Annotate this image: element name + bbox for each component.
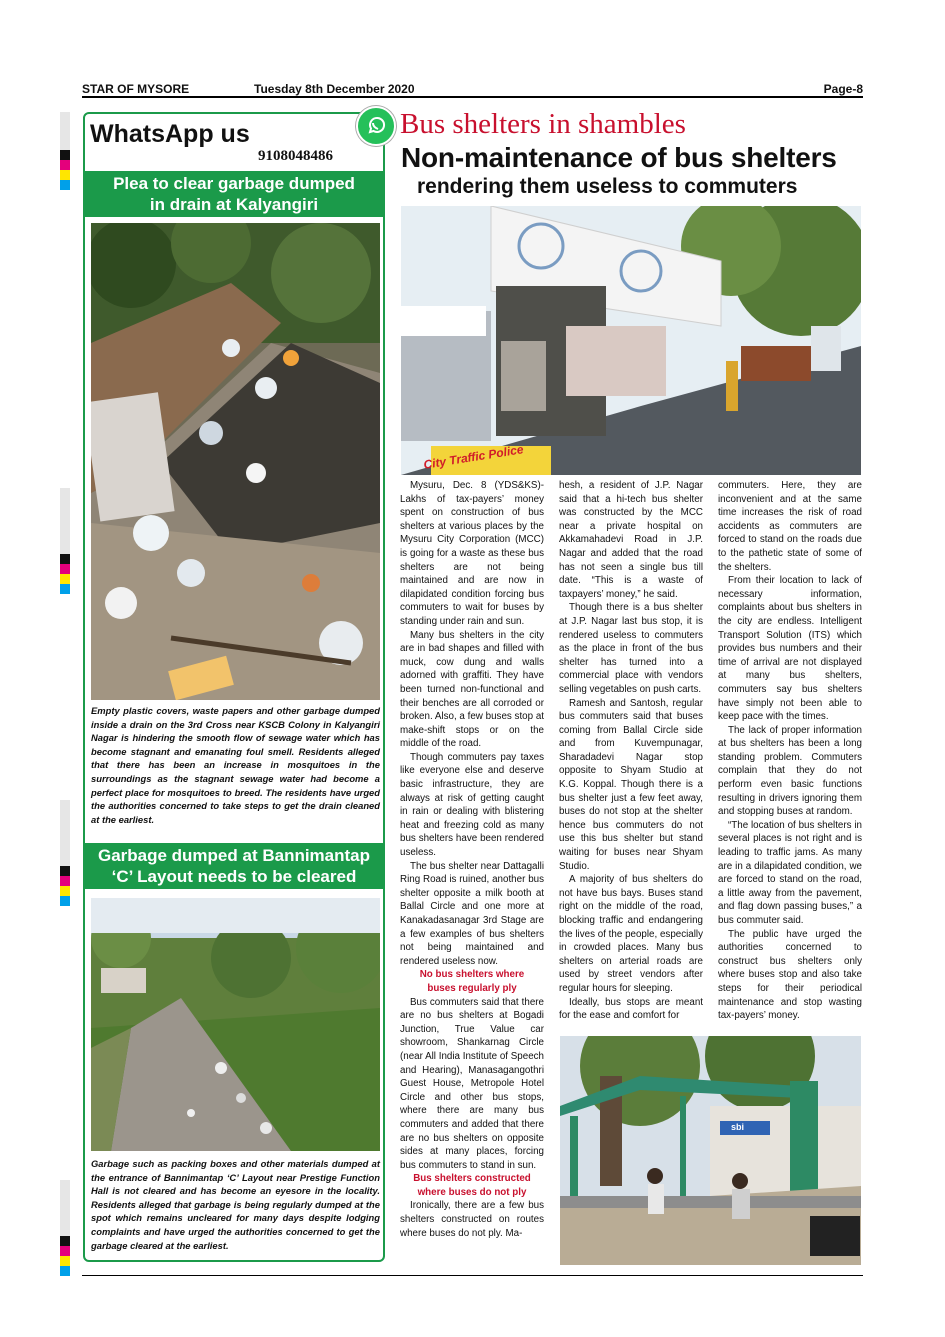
print-mark-magenta (60, 564, 70, 574)
article-column-1 (400, 479, 544, 1240)
page-number: Page-8 (823, 82, 863, 96)
print-mark-magenta (60, 1246, 70, 1256)
subheading-line: buses regularly ply (427, 982, 517, 994)
header-rule (82, 96, 863, 98)
drain-garbage-photo (91, 223, 380, 700)
bus-shelter-photo (401, 206, 861, 475)
print-mark-black (60, 554, 70, 564)
subheading-line: No bus shelters where (419, 969, 525, 981)
story1-headline-line1: Plea to clear garbage dumped (113, 174, 355, 193)
story1-headline-line2: in drain at Kalyangiri (149, 195, 319, 214)
story2-headline (85, 843, 383, 889)
col2-paragraph-3: Ramesh and Santosh, regular bus commuters said that buses coming from Ballal Circle side and from Kuvempunagar, Sharadadevi Nagar stop opposite to Shyam Studio at K.G. Koppal. Though there is a bus shelter just a few feet away, buses do not stop at the shelter hence bus commuters do not use this bus shelter but stand waiting for buses near Shyam Studio. (559, 697, 703, 872)
col2-paragraph-2: Though there is a bus shelter at J.P. Nagar last bus stop, it is rendered useless to commuters as the place in front of the bus shelter has turned into a commercial place with vendors selling vegetables on push carts. (559, 602, 703, 695)
col2-paragraph-1: hesh, a resident of J.P. Nagar said that a hi-tech bus shelter was constructed by the MCC near a private hospital on Akkamahadevi Road in J.P. Nagar and added that the road has not seen a single bus till date. “This is a waste of taxpayers’ money,” he said. (559, 480, 703, 600)
story1-headline (85, 171, 383, 217)
whatsapp-phone: 9108048486 (258, 148, 333, 164)
story-headline: Non-maintenance of bus shelters (401, 142, 837, 173)
print-margin-bar (60, 488, 70, 554)
story-kicker: Bus shelters in shambles (400, 108, 686, 140)
col2-paragraph-5: Ideally, bus stops are meant for the ease and comfort for (559, 996, 703, 1022)
issue-date: Tuesday 8th December 2020 (254, 82, 415, 96)
page-header (82, 82, 863, 96)
story2-headline-line2: ‘C’ Layout needs to be cleared (111, 867, 357, 886)
print-mark-black (60, 1236, 70, 1246)
subheading-line: Bus shelters constructed (413, 1173, 531, 1185)
subheading-line: where buses do not ply (417, 1186, 527, 1198)
print-mark-cyan (60, 584, 70, 594)
col3-paragraph-4: “The location of bus shelters in several places is not right and is leading to traffic jams. As many are in a dilapidated condition, we are forced to stand on the road, a little away from the pavement, and flag down passing buses,” a bus commuter said. (718, 819, 862, 926)
story2-caption: Garbage such as packing boxes and other materials dumped at the entrance of Bannimantap ‘C’ Layout near Prestige Function Hall is not cleared and has become an eyesore in the locality. Residents alleged that garbage is being regularly dumped at the spot which remains uncleared for many days despite lodging complaints and have urged the authorities concerned to get the garbage cleared at the earliest. (91, 1158, 380, 1251)
print-margin-bar (60, 800, 70, 866)
article-column-3 (718, 479, 862, 1023)
col1-paragraph-1: Mysuru, Dec. 8 (YDS&KS)- Lakhs of tax-payers’ money spent on construction of bus shelters at various places by the Mysuru City Corporation (MCC) is going for a waste as these bus shelters are not being maintained and are now in dilapidated condition forcing bus commuters to wait for buses by standing under rain and sun. (400, 480, 544, 627)
print-mark-cyan (60, 896, 70, 906)
layout-garbage-photo (91, 898, 380, 1151)
print-mark-yellow (60, 1256, 70, 1266)
story-subhead: rendering them useless to commuters (417, 175, 798, 198)
footer-rule (82, 1275, 863, 1276)
print-mark-yellow (60, 886, 70, 896)
photo-bank-sign: sbi (731, 1122, 745, 1132)
col2-paragraph-4: A majority of bus shelters do not have bus bays. Buses stand right on the middle of the road, blocking traffic and endangering the lives of the people, especially in crowded places. Many bus shelters on arterial roads are used by street vendors after regular hours for sleeping. (559, 874, 703, 994)
paper-name: STAR OF MYSORE (82, 82, 190, 96)
print-mark-cyan (60, 180, 70, 190)
col1-paragraph-5: Bus commuters said that there are no bus shelters at Bogadi Junction, True Value car showroom, Shankarnag Circle (near All India Institute of Speech and Hearing), Manasagangothri Guest House, Metropole Hotel Circle and other bus stops, where there are many bus commuters and added that there are no bus shelters on opposite sides at many places, forcing bus commuters to stand in sun. (400, 996, 544, 1171)
print-mark-yellow (60, 574, 70, 584)
print-mark-cyan (60, 1266, 70, 1276)
article-column-2 (559, 479, 703, 1023)
col3-paragraph-5: The public have urged the authorities concerned to construct bus shelters only where buses stop and also take steps for their periodical maintenance and stop wasting tax-payers’ money. (718, 928, 862, 1022)
green-bus-shelter-photo (560, 1036, 861, 1265)
col1-paragraph-6: Ironically, there are a few bus shelters constructed on routes where buses do not ply. Ma- (400, 1200, 544, 1239)
col1-paragraph-2: Many bus shelters in the city are in bad shapes and filled with muck, cow dung and walls adorned with graffiti. They have been turned non-functional and their benches are all corroded or broken. Also, a few buses stop at make-shift stops or on the middle of the road. (400, 629, 544, 750)
photo-sign-text: City Traffic Police (422, 442, 525, 472)
story1-caption: Empty plastic covers, waste papers and other garbage dumped inside a drain on the 3rd Cross near KSCB Colony in Kalyangiri Nagar is hindering the smooth flow of sewage water which has become stagnant and emanating foul smell. Residents alleged that there has been an increase in mosquitoes in the surroundings as the stagnant sewage water had become a perfect place for mosquitoes to breed. The residents have urged the authorities concerned to take steps to get the drain cleaned at the earliest. (91, 705, 380, 825)
print-margin-bar (60, 112, 70, 150)
col1-paragraph-3: Though commuters pay taxes like everyone else and deserve basic infrastructure, they are always at risk of getting caught in rain or dealing with blistering heat and freezing cold as many bus shelters have been rendered useless. (400, 751, 544, 859)
whatsapp-title: WhatsApp us (90, 120, 250, 148)
subheading-no-shelters (400, 968, 544, 995)
story2-headline-line1: Garbage dumped at Bannimantap (97, 846, 371, 865)
print-mark-yellow (60, 170, 70, 180)
subheading-shelters-no-buses (400, 1172, 544, 1199)
col3-paragraph-3: The lack of proper information at bus shelters has been a long standing problem. Commuters complain that they do not perform even basic functions resulting in drivers ignoring them and stopping buses at random. (718, 724, 862, 818)
print-mark-magenta (60, 160, 70, 170)
col3-paragraph-1: commuters. Here, they are inconvenient and at the same time increases the risk of road accidents as commuters are forced to stand on the roads due to the pathetic state of some of the shelters. (718, 480, 862, 573)
print-mark-magenta (60, 876, 70, 886)
col3-paragraph-2: From their location to lack of necessary information, complaints about bus shelters in the city are endless. Intelligent Transport Solution (ITS) which provides bus numbers and their time of arrival are not displayed at many bus shelters, commuters say bus shelters have simply not been able to keep pace with the times. (718, 575, 862, 723)
col1-paragraph-4: The bus shelter near Dattagalli Ring Road is ruined, another bus shelter opposite a milk booth at Ballal Circle and one more at Kanakadasanagar 3rd Stage are a few examples of bus shelters not being maintained and rendered useless now. (400, 860, 544, 967)
whatsapp-icon (356, 106, 396, 146)
print-margin-bar (60, 1180, 70, 1236)
print-mark-black (60, 150, 70, 160)
print-mark-black (60, 866, 70, 876)
